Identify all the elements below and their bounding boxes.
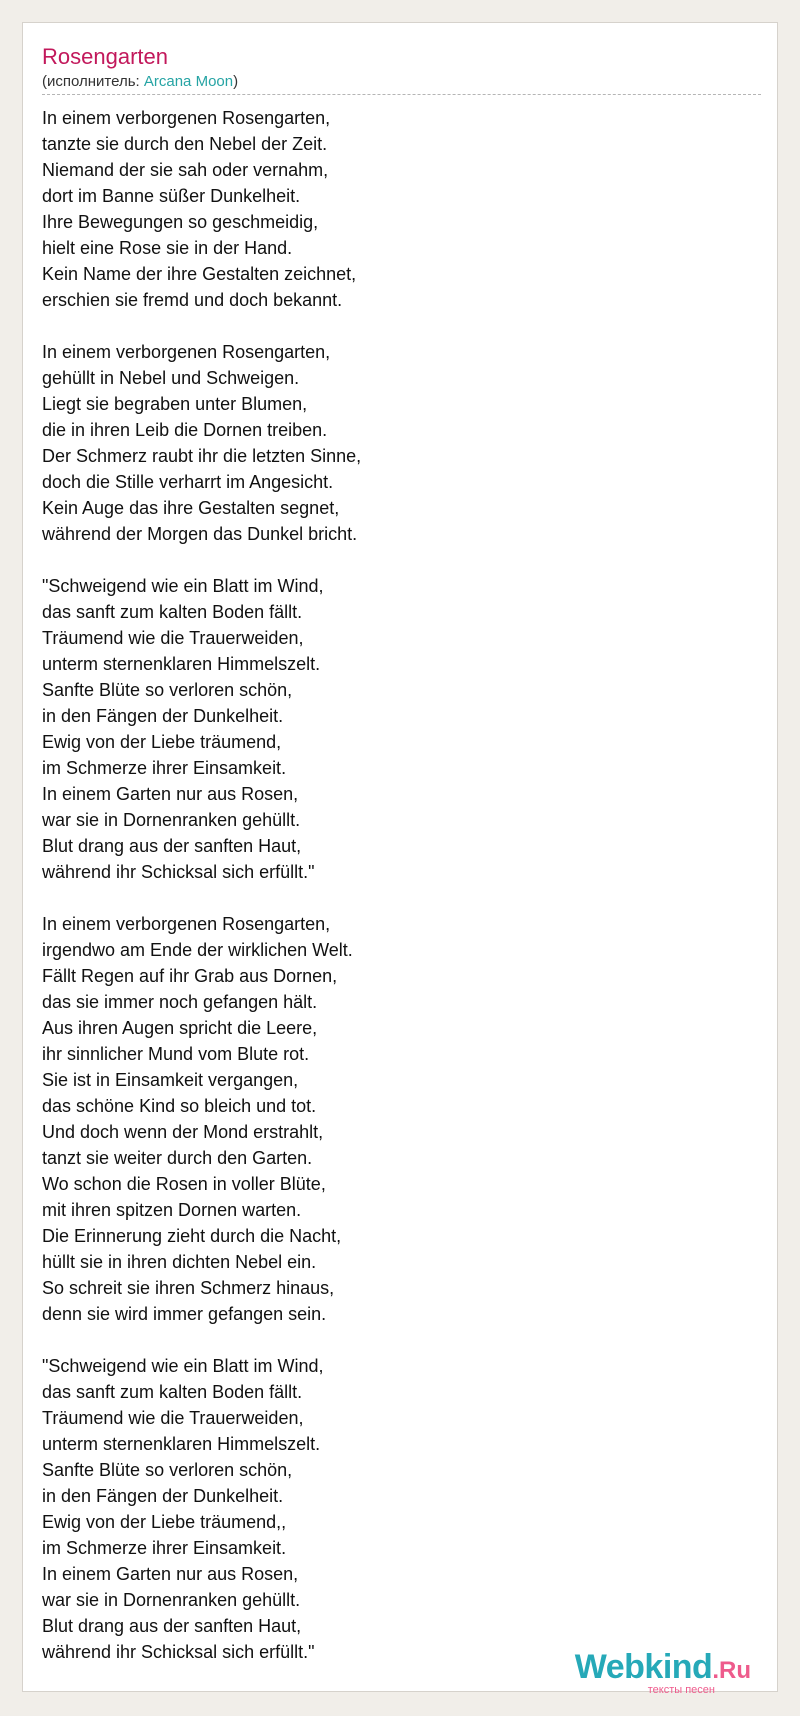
lyric-line: Aus ihren Augen spricht die Leere, bbox=[42, 1018, 318, 1038]
logo-wordmark bbox=[551, 1650, 751, 1685]
lyric-line: tanzte sie durch den Nebel der Zeit. bbox=[42, 134, 328, 154]
lyrics-card bbox=[22, 22, 778, 1696]
lyric-line: So schreit sie ihren Schmerz hinaus, bbox=[42, 1278, 335, 1298]
lyric-line: in den Fängen der Dunkelheit. bbox=[42, 706, 284, 726]
lyric-line: Wo schon die Rosen in voller Blüte, bbox=[42, 1174, 326, 1194]
lyric-line: Liegt sie begraben unter Blumen, bbox=[42, 394, 308, 414]
lyric-line: Blut drang aus der sanften Haut, bbox=[42, 1616, 302, 1636]
lyric-line: ihr sinnlicher Mund vom Blute rot. bbox=[42, 1044, 310, 1064]
site-logo[interactable] bbox=[551, 1650, 751, 1698]
logo-main-text: Webkind bbox=[574, 1648, 713, 1686]
lyric-line: Sanfte Blüte so verloren schön, bbox=[42, 1460, 293, 1480]
lyric-line: gehüllt in Nebel und Schweigen. bbox=[42, 368, 300, 388]
logo-tld-text: .Ru bbox=[712, 1657, 751, 1684]
lyric-line: das sie immer noch gefangen hält. bbox=[42, 992, 318, 1012]
lyric-line: mit ihren spitzen Dornen warten. bbox=[42, 1200, 302, 1220]
lyric-line: während der Morgen das Dunkel bricht. bbox=[42, 524, 358, 544]
lyric-line: unterm sternenklaren Himmelszelt. bbox=[42, 1434, 321, 1454]
lyric-line: Fällt Regen auf ihr Grab aus Dornen, bbox=[42, 966, 338, 986]
lyric-line: war sie in Dornenranken gehüllt. bbox=[42, 1590, 301, 1610]
lyric-line: "Schweigend wie ein Blatt im Wind, bbox=[42, 576, 324, 596]
lyric-line: während ihr Schicksal sich erfüllt." bbox=[42, 862, 315, 882]
lyric-line: denn sie wird immer gefangen sein. bbox=[42, 1304, 327, 1324]
artist-link[interactable]: Arcana Moon bbox=[143, 73, 234, 90]
lyric-line: irgendwo am Ende der wirklichen Welt. bbox=[42, 940, 353, 960]
lyric-line: Kein Name der ihre Gestalten zeichnet, bbox=[42, 264, 357, 284]
lyric-line: die in ihren Leib die Dornen treiben. bbox=[42, 420, 328, 440]
stanza bbox=[42, 911, 742, 1327]
lyric-line: Die Erinnerung zieht durch die Nacht, bbox=[42, 1226, 342, 1246]
lyric-line: Sie ist in Einsamkeit vergangen, bbox=[42, 1070, 299, 1090]
lyric-line: im Schmerze ihrer Einsamkeit. bbox=[42, 1538, 287, 1558]
lyric-line: Träumend wie die Trauerweiden, bbox=[42, 1408, 304, 1428]
lyric-line: In einem Garten nur aus Rosen, bbox=[42, 784, 299, 804]
artist-line bbox=[42, 73, 238, 91]
lyric-line: das sanft zum kalten Boden fällt. bbox=[42, 1382, 303, 1402]
lyric-line: In einem verborgenen Rosengarten, bbox=[42, 108, 331, 128]
lyric-line: das schöne Kind so bleich und tot. bbox=[42, 1096, 317, 1116]
stanza bbox=[42, 339, 742, 547]
lyric-line: während ihr Schicksal sich erfüllt." bbox=[42, 1642, 315, 1662]
lyric-line: doch die Stille verharrt im Angesicht. bbox=[42, 472, 334, 492]
lyric-line: Blut drang aus der sanften Haut, bbox=[42, 836, 302, 856]
title-divider bbox=[42, 94, 761, 95]
lyric-line: Ewig von der Liebe träumend,, bbox=[42, 1512, 287, 1532]
lyric-line: unterm sternenklaren Himmelszelt. bbox=[42, 654, 321, 674]
logo-tagline: тексты песен bbox=[647, 1684, 715, 1696]
stanza bbox=[42, 105, 742, 313]
lyric-line: "Schweigend wie ein Blatt im Wind, bbox=[42, 1356, 324, 1376]
lyrics-body bbox=[42, 105, 742, 1665]
artist-prefix: (исполнитель: bbox=[42, 73, 144, 90]
lyric-line: Sanfte Blüte so verloren schön, bbox=[42, 680, 293, 700]
lyric-line: Ewig von der Liebe träumend, bbox=[42, 732, 282, 752]
lyric-line: hielt eine Rose sie in der Hand. bbox=[42, 238, 293, 258]
stanza bbox=[42, 1353, 742, 1665]
lyric-line: Träumend wie die Trauerweiden, bbox=[42, 628, 304, 648]
lyric-line: dort im Banne süßer Dunkelheit. bbox=[42, 186, 301, 206]
lyric-line: hüllt sie in ihren dichten Nebel ein. bbox=[42, 1252, 317, 1272]
lyric-line: erschien sie fremd und doch bekannt. bbox=[42, 290, 343, 310]
lyric-line: im Schmerze ihrer Einsamkeit. bbox=[42, 758, 287, 778]
stanza bbox=[42, 573, 742, 885]
song-title: Rosengarten bbox=[42, 44, 168, 69]
lyric-line: In einem Garten nur aus Rosen, bbox=[42, 1564, 299, 1584]
lyric-line: In einem verborgenen Rosengarten, bbox=[42, 342, 331, 362]
lyric-line: Kein Auge das ihre Gestalten segnet, bbox=[42, 498, 340, 518]
lyric-line: war sie in Dornenranken gehüllt. bbox=[42, 810, 301, 830]
lyric-line: in den Fängen der Dunkelheit. bbox=[42, 1486, 284, 1506]
lyric-line: In einem verborgenen Rosengarten, bbox=[42, 914, 331, 934]
artist-suffix: ) bbox=[233, 73, 239, 90]
lyric-line: Der Schmerz raubt ihr die letzten Sinne, bbox=[42, 446, 362, 466]
lyric-line: Ihre Bewegungen so geschmeidig, bbox=[42, 212, 319, 232]
lyric-line: das sanft zum kalten Boden fällt. bbox=[42, 602, 303, 622]
lyric-line: tanzt sie weiter durch den Garten. bbox=[42, 1148, 313, 1168]
lyric-line: Und doch wenn der Mond erstrahlt, bbox=[42, 1122, 324, 1142]
lyric-line: Niemand der sie sah oder vernahm, bbox=[42, 160, 329, 180]
